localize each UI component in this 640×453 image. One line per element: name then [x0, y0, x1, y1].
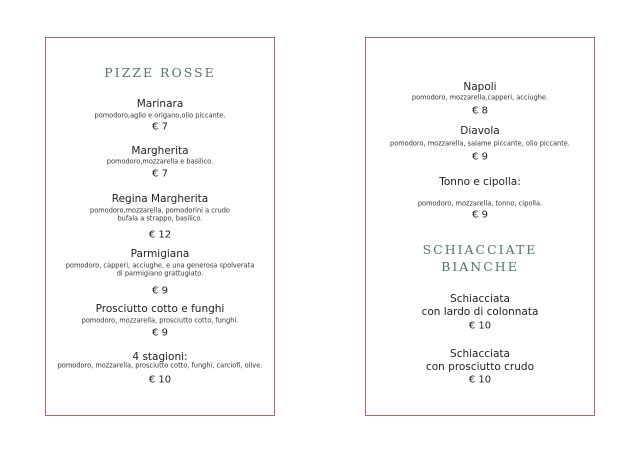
item-price: € 9 [472, 209, 488, 221]
item-description: pomodoro, mozzarella, tonno, cipolla. [417, 199, 543, 208]
item-description: pomodoro,mozzarella e basilico. [106, 157, 214, 166]
item-price: € 10 [148, 374, 172, 386]
item-price: € 7 [152, 121, 168, 133]
item-description: di parmigiano grattugiato. [116, 269, 204, 278]
item-description: pomodoro, mozzarella, salame piccante, olio piccante. [390, 139, 570, 148]
item-description: pomodoro, mozzarella, prosciutto cotto, funghi, carciofi, olive. [57, 361, 263, 370]
item-price: € 7 [152, 168, 168, 180]
item-price: € 9 [152, 327, 168, 339]
item-description: pomodoro,mozzarella, pomodorini a crudo [90, 206, 230, 215]
item-price: € 9 [472, 151, 488, 163]
item-description: pomodoro, mozzarella,capperi, acciughe. [411, 93, 549, 102]
menu-page-continued [365, 37, 595, 416]
item-price: € 12 [148, 229, 172, 241]
item-name: Margherita [131, 145, 189, 158]
item-name: Napoli [463, 81, 497, 94]
item-name: Marinara [136, 98, 184, 111]
item-name: con lardo di colonnata [421, 306, 539, 319]
item-name: Tonno e cipolla: [439, 176, 521, 189]
item-price: € 9 [152, 285, 168, 297]
section-heading: SCHIACCIATE [422, 242, 538, 258]
item-name: 4 stagioni: [132, 351, 188, 364]
item-price: € 10 [468, 374, 492, 386]
item-name: con prosciutto crudo [425, 361, 534, 374]
item-price: € 10 [468, 320, 492, 332]
item-name: Diavola [460, 125, 500, 138]
item-name: Schiacciata [450, 348, 510, 361]
item-description: pomodoro, capperi, acciughe, e una generosa spolverata [65, 261, 255, 270]
item-description: pomodoro, mozzarella, prosciutto cotto, funghi. [81, 316, 239, 325]
section-heading: PIZZE ROSSE [104, 65, 216, 81]
item-name: Schiacciata [450, 293, 510, 306]
item-description: pomodoro,aglio e origano,olio piccante. [94, 111, 226, 120]
item-price: € 8 [472, 105, 488, 117]
item-description: bufala a strappo, basilico. [117, 214, 203, 223]
section-heading: BIANCHE [441, 259, 519, 275]
item-name: Parmigiana [130, 248, 190, 261]
item-name: Prosciutto cotto e funghi [95, 303, 225, 316]
item-name: Regina Margherita [111, 193, 209, 206]
menu-page-pizze-rosse [45, 37, 275, 416]
